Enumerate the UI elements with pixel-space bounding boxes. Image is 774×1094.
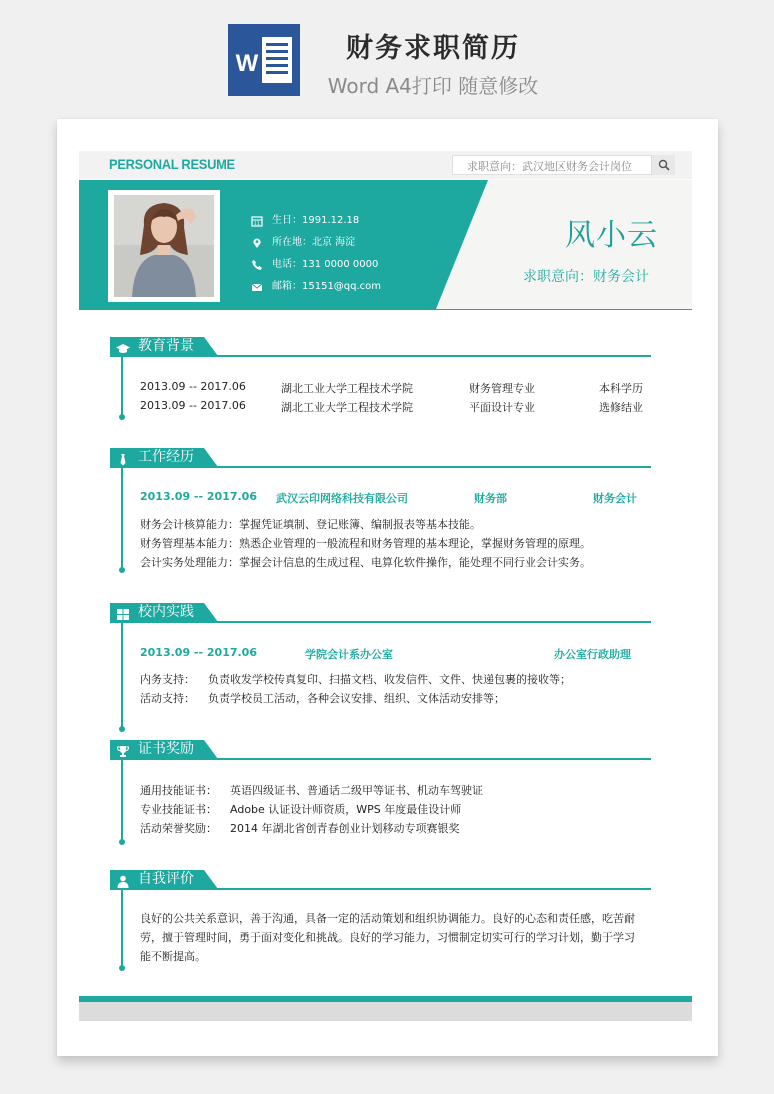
timeline-dot — [119, 839, 125, 845]
cert-text: Adobe 认证设计师资质，WPS 年度最佳设计师 — [230, 803, 462, 816]
resume-topbar — [79, 151, 692, 179]
edu-period: 2013.09 -- 2017.06 — [140, 380, 246, 393]
header-divider — [79, 309, 692, 310]
section-title: 工作经历 — [138, 449, 194, 465]
tie-icon — [116, 451, 130, 464]
search-icon — [658, 159, 670, 171]
search-box[interactable] — [452, 155, 674, 175]
footer-gray-bar — [79, 1002, 692, 1021]
phone-text: 电话：131 0000 0000 — [272, 258, 379, 270]
work-line: 会计实务处理能力：掌握会计信息的生成过程、电算化软件操作，能处理不同行业会计实务。 — [140, 556, 591, 569]
info-email — [251, 276, 381, 292]
campus-period: 2013.09 -- 2017.06 — [140, 646, 257, 659]
profile-photo — [114, 195, 214, 297]
mail-icon — [251, 278, 263, 290]
calendar-icon — [251, 212, 263, 227]
edu-degree: 本科学历 — [599, 382, 643, 395]
edu-major: 财务管理专业 — [469, 382, 535, 395]
graduation-cap-icon — [116, 340, 130, 353]
timeline-dot — [119, 414, 125, 420]
banner-title: 财务求职简历 — [346, 33, 520, 64]
cert-label: 通用技能证书： — [140, 784, 217, 797]
self-evaluation-text: 良好的公共关系意识，善于沟通，具备一定的活动策划和组织协调能力。良好的心态和责任感，吃苦耐劳，擅于管理时间，勇于面对变化和挑战。良好的学习能力，习惯制定切实可行的学习计划，勤于学习能不断提高。 — [140, 912, 635, 963]
cert-label: 专业技能证书： — [140, 803, 217, 816]
timeline-line — [121, 760, 123, 840]
edu-major: 平面设计专业 — [469, 401, 535, 414]
timeline-line — [121, 623, 123, 727]
edu-school: 湖北工业大学工程技术学院 — [281, 401, 413, 414]
windows-icon — [116, 606, 130, 619]
section-title: 校内实践 — [138, 604, 194, 620]
word-icon-letter: W — [235, 50, 259, 77]
banner-subtitle: Word A4打印 随意修改 — [327, 74, 539, 98]
campus-org: 学院会计系办公室 — [305, 648, 393, 661]
person-icon — [116, 873, 130, 886]
campus-label: 内务支持： — [140, 673, 195, 686]
personal-resume-label: PERSONAL RESUME — [109, 156, 235, 172]
timeline-line — [121, 890, 123, 966]
edu-degree: 选修结业 — [599, 401, 643, 414]
email-text: 邮箱：15151@qq.com — [272, 280, 382, 292]
cert-label: 活动荣誉奖励： — [140, 822, 217, 835]
edu-school: 湖北工业大学工程技术学院 — [281, 382, 413, 395]
profile-photo-art — [114, 195, 214, 297]
location-text: 所在地：北京 海淀 — [272, 236, 356, 248]
work-line: 财务管理基本能力：熟悉企业管理的一般流程和财务管理的基本理论，掌握财务管理的原理。 — [140, 537, 591, 550]
edu-period: 2013.09 -- 2017.06 — [140, 399, 246, 412]
section-title: 自我评价 — [138, 871, 194, 887]
info-location — [251, 232, 355, 248]
timeline-dot — [119, 567, 125, 573]
work-position: 财务会计 — [593, 492, 637, 505]
birthday-text: 生日：1991.12.18 — [272, 214, 360, 226]
section-title: 教育背景 — [138, 338, 194, 354]
work-line: 财务会计核算能力：掌握凭证填制、登记账簿、编制报表等基本技能。 — [140, 518, 481, 531]
search-button[interactable] — [651, 155, 675, 175]
cert-text: 2014 年湖北省创青春创业计划移动专项赛银奖 — [230, 822, 460, 835]
cert-text: 英语四级证书、普通话二级甲等证书、机动车驾驶证 — [230, 784, 483, 797]
svg-text:11: 11 — [254, 222, 260, 227]
campus-role: 办公室行政助理 — [554, 648, 631, 661]
search-text: 求职意向：武汉地区财务会计岗位 — [467, 160, 632, 173]
top-banner — [0, 0, 774, 118]
resume-header — [79, 180, 692, 309]
work-department: 财务部 — [474, 492, 507, 505]
info-phone — [251, 254, 378, 270]
campus-text: 负责收发学校传真复印、扫描文档、收发信件、文件、快递包裹的接收等； — [208, 673, 571, 686]
timeline-dot — [119, 965, 125, 971]
word-icon — [228, 24, 300, 96]
trophy-icon — [116, 743, 130, 756]
resume-page — [57, 119, 718, 1056]
phone-icon — [251, 256, 263, 268]
work-period: 2013.09 -- 2017.06 — [140, 490, 257, 503]
photo-frame — [108, 190, 220, 302]
timeline-line — [121, 357, 123, 415]
candidate-name: 风小云 — [565, 218, 658, 253]
campus-text: 负责学校员工活动，各种会议安排、组织、文体活动安排等； — [208, 692, 505, 705]
timeline-dot — [119, 726, 125, 732]
campus-label: 活动支持： — [140, 692, 195, 705]
location-pin-icon — [251, 234, 263, 246]
section-title: 证书奖励 — [138, 741, 194, 757]
timeline-line — [121, 468, 123, 568]
job-intent: 求职意向：财务会计 — [523, 269, 649, 285]
work-company: 武汉云印网络科技有限公司 — [276, 492, 408, 505]
info-birthday — [251, 210, 359, 226]
